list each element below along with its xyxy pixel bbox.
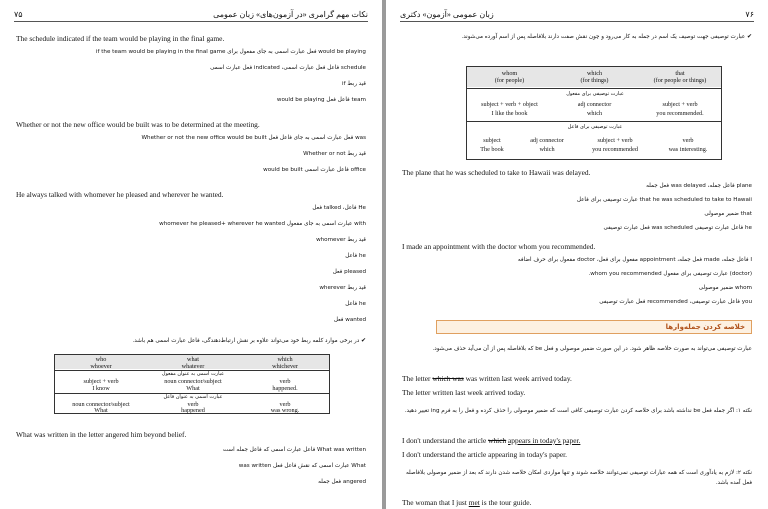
check-icon: ✔ xyxy=(360,337,366,344)
table-cell: you recommended. xyxy=(656,110,704,117)
example-sentence: Whether or not the new office would be built was to be determined at the meeting. xyxy=(16,120,260,129)
table-header-cell: which whichever xyxy=(272,356,298,370)
right-page-running-title: زبان عمومی «آزمون» دکتری xyxy=(400,10,494,19)
table-cell: I like the book xyxy=(491,110,528,117)
table-cell: which xyxy=(539,146,555,153)
left-page xyxy=(0,0,382,509)
example-sentence: The woman that I just met is the tour guide. xyxy=(402,498,532,507)
analysis-line: that ضمیر موصولی xyxy=(704,211,752,217)
struck-text: which was xyxy=(432,374,464,383)
note-text: در برخی موارد کلمه ربط خود می‌تواند علاوه بر نقش ارتباط‌دهندگی، فاعل عبارت اسمی هم باشد. xyxy=(132,338,360,344)
table-cell: I know xyxy=(92,385,110,392)
table-section-title: عبارت اسمی به عنوان فاعل xyxy=(163,394,223,400)
table-cell: you recommended xyxy=(592,146,638,153)
note-line xyxy=(132,336,366,346)
table-cell: subject + verb xyxy=(83,378,119,385)
left-page-running-title: نکات مهم گرامری «در آزمون‌های» زبان عمومی xyxy=(213,10,368,19)
analysis-line: he فاعل xyxy=(345,301,366,307)
analysis-line: he فاعل xyxy=(345,253,366,259)
analysis-line: with عبارت اسمی به جای مفعول whomever he pleased+ wherever he wanted xyxy=(159,221,366,227)
analysis-line: What was written فاعل عبارت اسمی که فاعل جمله است xyxy=(222,447,366,453)
table-section-title: عبارت توصیفی برای فاعل xyxy=(567,124,623,130)
table-cell: which xyxy=(586,110,603,117)
table-cell: noun connector/subject xyxy=(164,378,222,385)
analysis-line: office فاعل عبارت اسمی would be built xyxy=(263,167,366,173)
example-sentence: What was written in the letter angered him beyond belief. xyxy=(16,430,187,439)
analysis-line: قید ربط Whether or not xyxy=(303,151,366,157)
check-icon: ✔ xyxy=(746,33,752,40)
analysis-line: you فاعل عبارت توصیفی، recommended فعل عبارت توصیفی xyxy=(599,299,752,305)
note-paragraph: نکته ۲: لازم به یادآوری است که همه عبارات توصیفی نمی‌توانند خلاصه شوند و تنها مواردی امکان خلاصه شدن دارند که بعد از ضمیر موصولی بلافاصله فعل آمده باشد. xyxy=(406,470,752,486)
table-section-title: عبارت اسمی به عنوان مفعول xyxy=(161,371,225,377)
table-cell: What xyxy=(94,407,108,414)
table-cell: noun connector/subject xyxy=(72,401,130,408)
rule-paragraph: عبارت توصیفی می‌تواند به صورت خلاصه ظاهر شود. در این صورت ضمیر موصولی و فعل be که بلافاصله پس از آن می‌آید حذف می‌شود. xyxy=(432,346,752,352)
example-sentence: I made an appointment with the doctor whom you recommended. xyxy=(402,242,596,251)
example-sentence: He always talked with whomever he pleased and wherever he wanted. xyxy=(16,190,224,199)
example-sentence: I don't understand the article appearing in today's paper. xyxy=(402,450,567,459)
table-cell: verb xyxy=(279,401,291,408)
right-page-number: ۷۶ xyxy=(745,10,754,19)
table-cell: The book xyxy=(480,146,504,153)
table-cell: was interesting. xyxy=(668,146,708,153)
adjective-connector-table xyxy=(466,66,722,160)
analysis-line: was فعل عبارت اسمی به جای فاعل فعل Whether or not the new office would be built xyxy=(141,135,366,141)
analysis-line: قید ربط whomever xyxy=(316,237,366,243)
right-page-header xyxy=(400,6,754,22)
table-cell: adj connector xyxy=(577,101,612,108)
table-cell: happened xyxy=(181,407,205,414)
intro-note xyxy=(402,32,752,42)
analysis-line: he فاعل عبارت توصیفی was scheduled فعل عبارت توصیفی xyxy=(603,225,752,231)
analysis-line: (doctor) عبارت توصیفی برای مفعول whom you recommended. xyxy=(588,271,752,277)
analysis-line: angered فعل جمله xyxy=(318,479,366,485)
table-header-cell: that (for people or things) xyxy=(653,70,707,84)
intro-text: عبارت توصیفی جهت توصیف یک اسم در جمله به کار می‌رود و چون نقش صفت دارند بلافاصله پس از اسم آورده می‌شوند. xyxy=(461,34,746,40)
table-cell: verb xyxy=(682,137,694,144)
analysis-line: plane فاعل جمله، was delayed فعل جمله xyxy=(646,183,752,189)
analysis-line: I فاعل جمله، made فعل جمله، appointment مفعول برای فعل، doctor مفعول برای حرف اضافه xyxy=(517,257,752,263)
noun-connector-table xyxy=(54,354,330,414)
example-sentence: The letter written last week arrived today. xyxy=(402,388,526,397)
example-sentence: The letter which was was written last week arrived today. xyxy=(402,374,572,383)
right-page xyxy=(386,0,768,509)
analysis-line: whom ضمیر موصولی xyxy=(698,285,752,291)
table-cell: happened. xyxy=(272,385,298,392)
table-cell: subject + verb xyxy=(597,137,633,144)
analysis-line: team فاعل فعل would be playing xyxy=(276,97,366,103)
table-header-cell: who whoever xyxy=(90,356,112,370)
analysis-line: wanted فعل xyxy=(333,317,366,323)
note-paragraph: نکته ۱: اگر جمله فعل be نداشته باشد برای خلاصه کردن عبارت توصیفی کافی است که ضمیر موصولی را حذف کرده و فعل را به فرم ing تغییر دهید. xyxy=(404,408,752,414)
analysis-line: He فاعل، talked فعل xyxy=(312,205,366,211)
table-cell: verb xyxy=(187,401,199,408)
analysis-line: قید ربط wherever xyxy=(319,285,366,291)
struck-text: which xyxy=(488,436,507,445)
left-page-header xyxy=(14,6,368,22)
analysis-line: pleased فعل xyxy=(332,269,366,275)
analysis-line: schedule فاعل فعل عبارت اسمی، indicated فعل عبارت اسمی xyxy=(210,65,366,71)
table-cell: verb xyxy=(279,378,291,385)
analysis-line: What عبارت اسمی که نقش فاعل فعل was written xyxy=(238,463,366,469)
table-cell: What xyxy=(186,385,200,392)
example-sentence: The plane that he was scheduled to take to Hawaii was delayed. xyxy=(402,168,591,177)
example-sentence: The schedule indicated if the team would be playing in the final game. xyxy=(16,34,225,43)
table-cell: subject + verb xyxy=(662,101,698,108)
table-cell: subject xyxy=(483,137,501,144)
analysis-line: قید ربط if xyxy=(342,81,366,87)
table-cell: subject + verb + object xyxy=(481,101,538,108)
table-header-cell: what whatever xyxy=(181,356,205,370)
section-heading: خلاصه کردن جمله‌وارها xyxy=(436,320,752,334)
analysis-line: would be playing فعل عبارت اسمی به جای مفعول برای if the team would be playing in the final game xyxy=(95,49,366,55)
table-header-cell: whom (for people) xyxy=(494,70,525,84)
table-cell: was wrong. xyxy=(270,407,300,414)
table-section-title: عبارت توصیفی برای مفعول xyxy=(566,91,624,97)
table-cell: adj connector xyxy=(530,137,564,144)
left-page-number: ۷۵ xyxy=(14,10,23,19)
analysis-line: that he was scheduled to take to Hawaii عبارت توصیفی برای فاعل xyxy=(576,197,752,203)
table-header-cell: which (for things) xyxy=(580,70,609,84)
example-sentence: I don't understand the article which appears in today's paper. xyxy=(402,436,581,445)
